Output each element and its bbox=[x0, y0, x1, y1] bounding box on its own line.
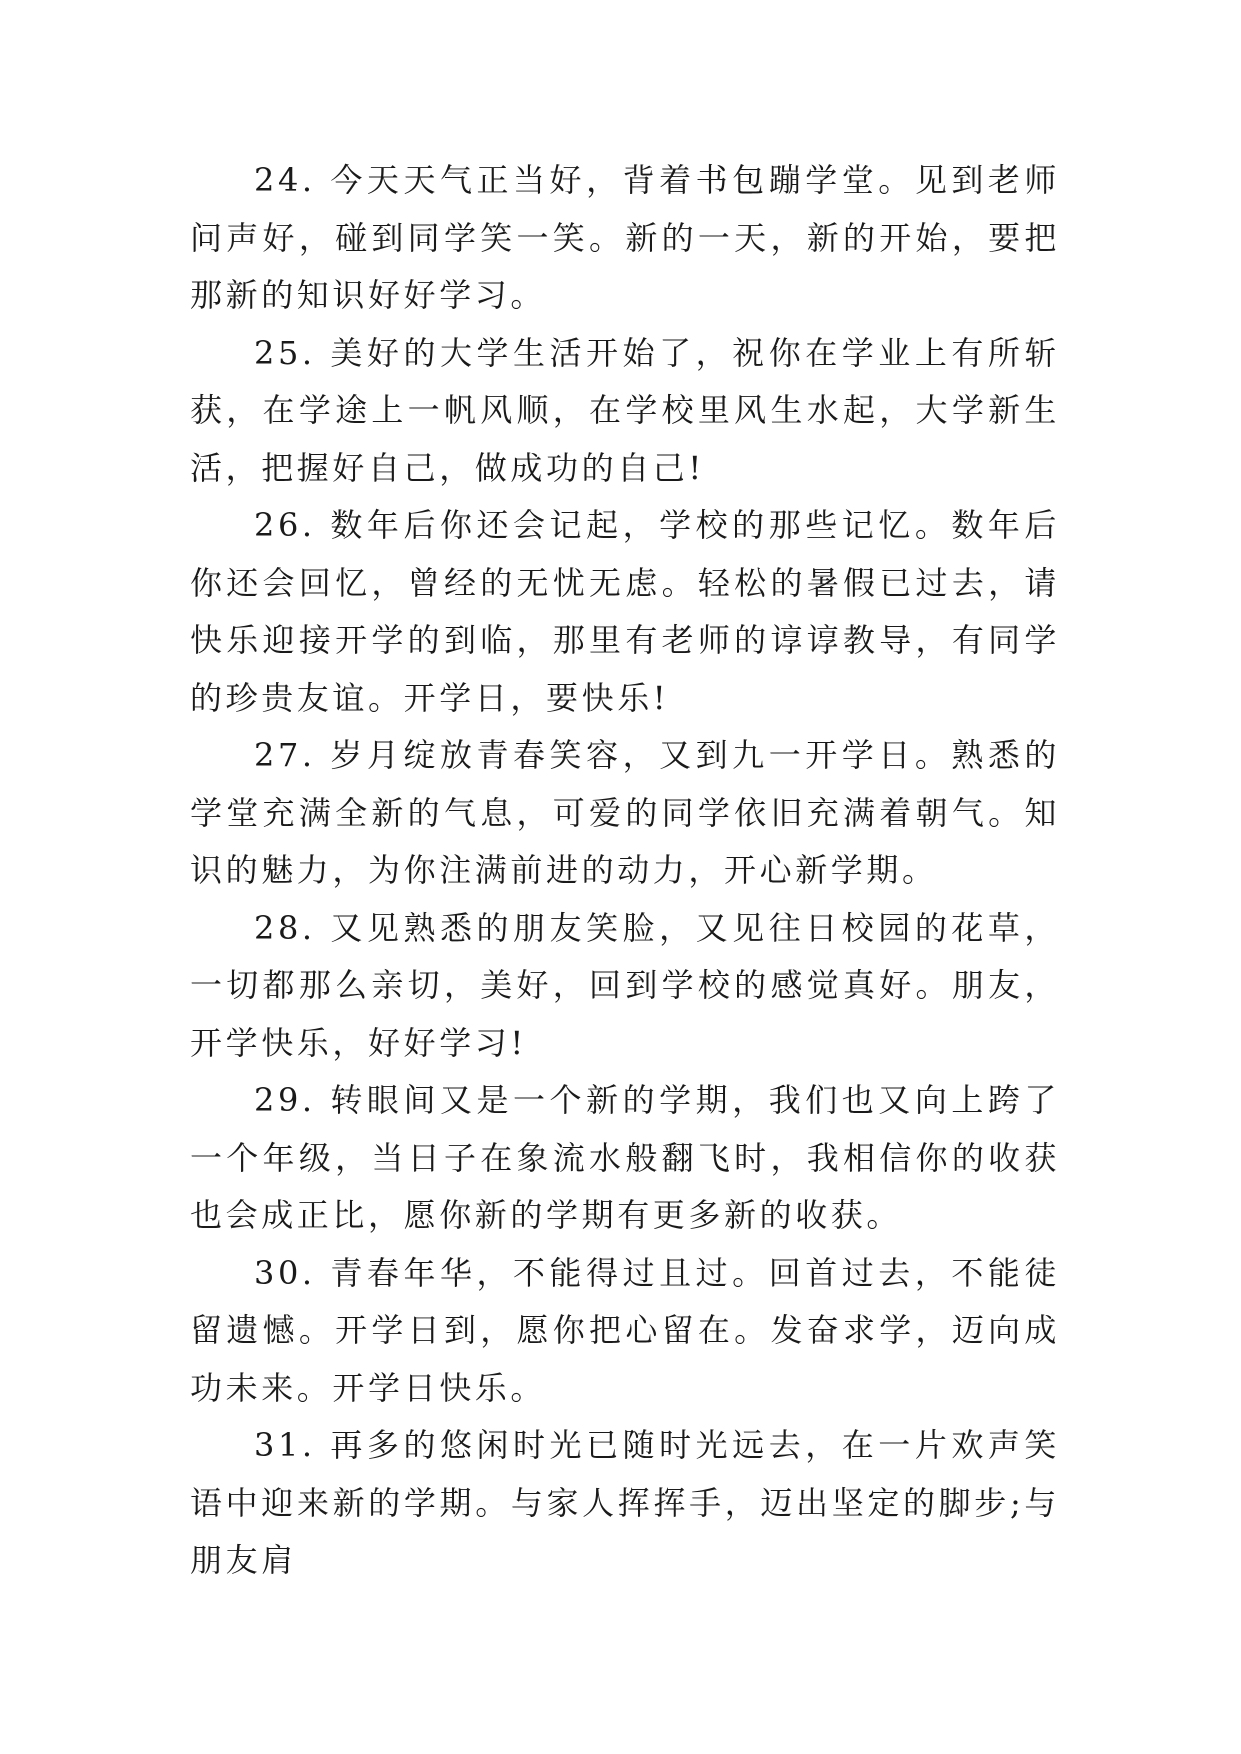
paragraph-24: 24. 今天天气正当好，背着书包蹦学堂。见到老师问声好，碰到同学笑一笑。新的一天，新的开始，要把那新的知识好好学习。 bbox=[190, 161, 1060, 314]
paragraph-31: 31. 再多的悠闲时光已随时光远去，在一片欢声笑语中迎来新的学期。与家人挥挥手，迈出坚定的脚步;与朋友肩 bbox=[190, 1426, 1060, 1579]
paragraph-25: 25. 美好的大学生活开始了，祝你在学业上有所斩获，在学途上一帆风顺，在学校里风生水起，大学新生活，把握好自己，做成功的自己! bbox=[190, 333, 1060, 487]
paragraph-29: 29. 转眼间又是一个新的学期，我们也又向上跨了一个年级，当日子在象流水般翻飞时，我相信你的收获也会成正比，愿你新的学期有更多新的收获。 bbox=[190, 1081, 1060, 1234]
paragraph-30: 30. 青春年华，不能得过且过。回首过去，不能徒留遗憾。开学日到，愿你把心留在。发奋求学，迈向成功未来。开学日快乐。 bbox=[190, 1253, 1060, 1407]
paragraph-26: 26. 数年后你还会记起，学校的那些记忆。数年后你还会回忆，曾经的无忧无虑。轻松的暑假已过去，请快乐迎接开学的到临，那里有老师的谆谆教导，有同学的珍贵友谊。开学日，要快乐! bbox=[190, 506, 1060, 717]
paragraph-27: 27. 岁月绽放青春笑容，又到九一开学日。熟悉的学堂充满全新的气息，可爱的同学依旧充满着朝气。知识的魅力，为你注满前进的动力，开心新学期。 bbox=[190, 736, 1060, 889]
paragraph-28: 28. 又见熟悉的朋友笑脸，又见往日校园的花草，一切都那么亲切，美好，回到学校的感觉真好。朋友，开学快乐，好好学习! bbox=[190, 908, 1060, 1062]
document-body bbox=[190, 152, 1060, 1590]
